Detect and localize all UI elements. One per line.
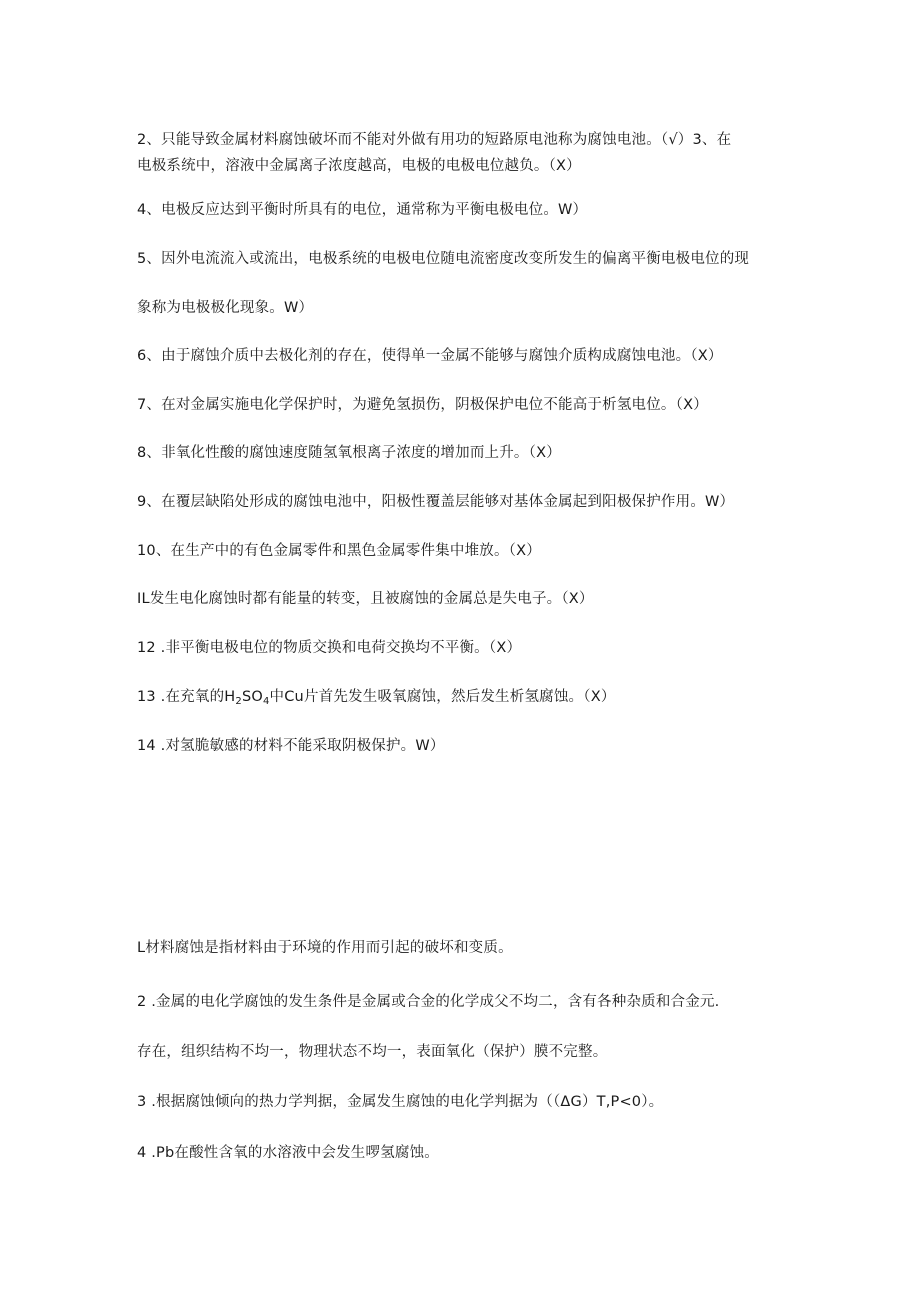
text-line-q2-q3: 2、只能导致金属材料腐蚀破坏而不能对外做有用功的短路原电池称为腐蚀电池。（√）3、在 [137, 132, 732, 148]
text-line-q13 [137, 687, 797, 712]
text-line-fill-2-cont: 存在，组织结构不均一，物理状态不均一，表面氧化（保护）膜不完整。 [137, 1044, 608, 1060]
text-line-q9: 9、在覆层缺陷处形成的腐蚀电池中，阳极性覆盖层能够对基体金属起到阳极保护作用。W） [137, 494, 735, 510]
text-line-q3-cont: 电极系统中，溶液中金属离子浓度越高，电极的电极电位越负。（X） [137, 158, 581, 174]
q13-mid: SO [241, 689, 263, 705]
text-line-q7: 7、在对金属实施电化学保护时，为避免氢损伤，阴极保护电位不能高于析氢电位。（X） [137, 397, 708, 413]
text-line-fill-1: L材料腐蚀是指材料由于环境的作用而引起的破坏和变质。 [137, 940, 513, 956]
q13-prefix: 13 .在充氧的H [137, 689, 236, 705]
text-line-q10: 10、在生产中的有色金属零件和黑色金属零件集中堆放。（X） [137, 543, 541, 559]
text-line-fill-2: 2 .金属的电化学腐蚀的发生条件是金属或合金的化学成父不均二，含有各种杂质和合金元. [137, 994, 720, 1010]
text-line-q6: 6、由于腐蚀介质中去极化剂的存在，使得单一金属不能够与腐蚀介质构成腐蚀电池。（X） [137, 348, 723, 364]
text-line-q12: 12 .非平衡电极电位的物质交换和电荷交换均不平衡。（X） [137, 640, 522, 656]
q13-subscript-2: 2 [235, 696, 242, 707]
q13-suffix: 中Cu片首先发生吸氧腐蚀，然后发生析氢腐蚀。（X） [269, 689, 616, 705]
text-line-q8: 8、非氧化性酸的腐蚀速度随氢氧根离子浓度的增加而上升。（X） [137, 445, 561, 461]
text-line-q4: 4、电极反应达到平衡时所具有的电位，通常称为平衡电极电位。W） [137, 202, 588, 218]
text-line-q5: 5、因外电流流入或流出，电极系统的电极电位随电流密度改变所发生的偏离平衡电极电位的现 [137, 251, 750, 267]
text-line-q14: 14 .对氢脆敏感的材料不能采取阴极保护。W） [137, 738, 445, 754]
q13-subscript-4: 4 [262, 696, 270, 707]
text-line-fill-3: 3 .根据腐蚀倾向的热力学判据，金属发生腐蚀的电化学判据为（（ΔG）T,P<0）。 [137, 1094, 664, 1110]
text-line-fill-4: 4 .Pb在酸性含氧的水溶液中会发生啰氢腐蚀。 [137, 1145, 439, 1161]
text-line-q5-cont: 象称为电极极化现象。W） [137, 300, 314, 316]
text-line-q11: IL发生电化腐蚀时都有能量的转变，且被腐蚀的金属总是失电子。（X） [137, 591, 594, 607]
